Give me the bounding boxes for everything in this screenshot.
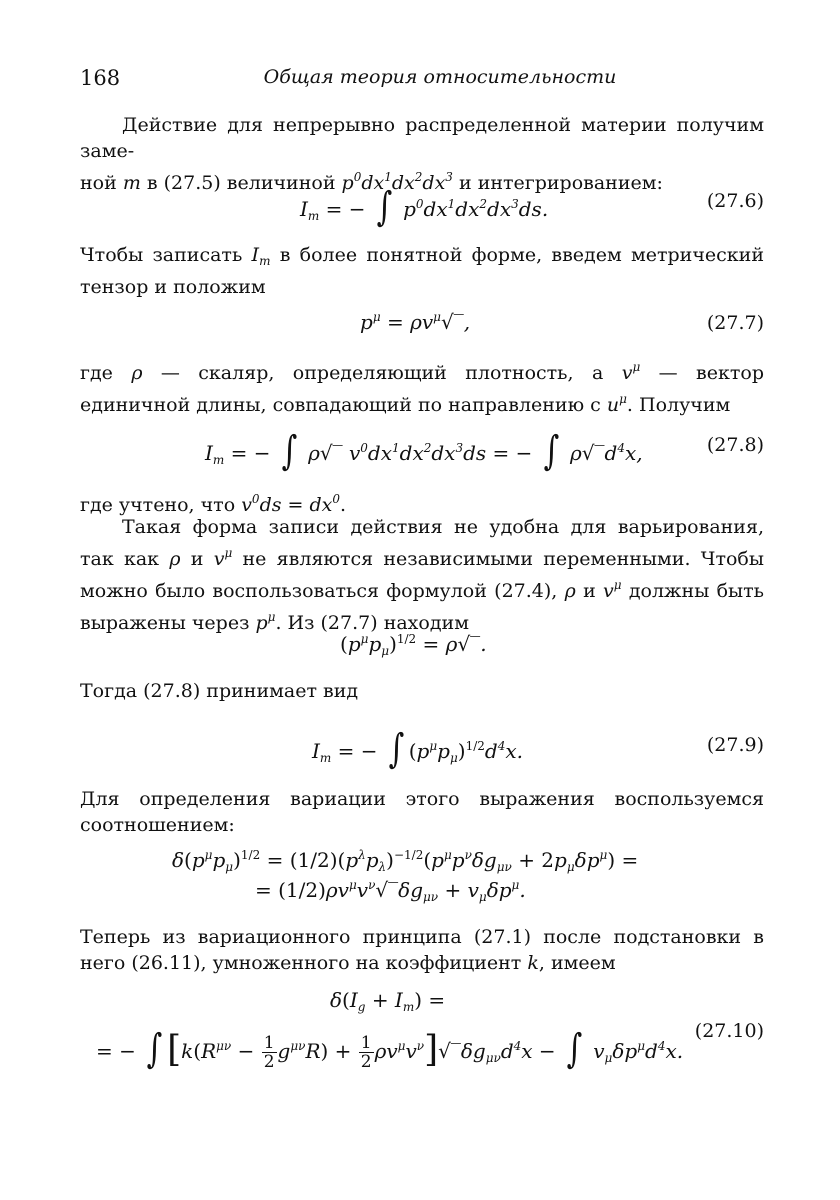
paragraph-2-text-b: в более понятной форме, введем метрический тензор и положим bbox=[80, 244, 764, 298]
equation-number-27-6: (27.6) bbox=[706, 190, 764, 212]
equation-number-27-10: (27.10) bbox=[694, 1020, 764, 1042]
paragraph-1-text-a: ной bbox=[80, 172, 117, 194]
paragraph-2: Чтобы записать $I_m$ в более понятной форме, введем метрический тензор и положим bbox=[80, 244, 764, 298]
paragraph-8: Теперь из вариационного принципа (27.1) после подстановки в него (26.11), умноженного на коэффициент k, имеем bbox=[80, 926, 764, 974]
equation-number-27-8: (27.8) bbox=[706, 434, 764, 456]
equation-unnumbered-1: $(p^\mu p_\mu)^{1/2}$ = ρ√‾. bbox=[340, 632, 487, 658]
paragraph-5-text-c: не являются независимыми переменными. Чтобы можно было воспользоваться формулой (27.4), bbox=[80, 548, 764, 602]
paragraph-4: где учтено, что $v^0ds = dx^0$. bbox=[80, 492, 347, 516]
paragraph-3-text-c: — вектор единичной длины, совпадающий по направлению с bbox=[80, 362, 764, 416]
equation-27-6: $I_m$ = − ∫ $p^0dx^1dx^2dx^3ds$. bbox=[300, 184, 549, 230]
equation-variation-line-1: $\delta(p^\mu p_\mu)^{1/2} = (1/2)(p^\lambda p_\lambda)^{-1/2}(p^\mu p^\nu\delta g_{\mu\nu} + 2p_\mu\delta p^\mu)$ = bbox=[172, 848, 639, 874]
equation-27-10-line-1: $\delta(I_g + I_m)$ = bbox=[330, 988, 446, 1014]
equation-variation-line-2: = $(1/2)\rho v^\mu v^\nu√‾\delta g_{\mu\nu} + v_\mu\delta p^\mu$. bbox=[255, 878, 526, 904]
paragraph-5-text-f: . Из (27.7) находим bbox=[275, 612, 469, 634]
page-number: 168 bbox=[80, 66, 121, 90]
equation-number-27-9: (27.9) bbox=[706, 734, 764, 756]
paragraph-3-text-d: . Получим bbox=[626, 394, 731, 416]
paragraph-8-text-b: , имеем bbox=[538, 952, 616, 974]
equation-27-7: $p^\mu$ = $\rho v^\mu√‾$, bbox=[360, 310, 471, 334]
paragraph-4-text: где учтено, что bbox=[80, 494, 236, 516]
paragraph-8-text-a: Теперь из вариационного принципа (27.1) после подстановки в него (26.11), умноженного на коэффициент bbox=[80, 926, 764, 974]
paragraph-2-text-a: Чтобы записать bbox=[80, 244, 243, 266]
paragraph-6: Тогда (27.8) принимает вид bbox=[80, 680, 359, 702]
equation-27-8: $I_m$ = − ∫ ρ√‾ $v^0dx^1dx^2dx^3ds$ = − ∫ $\rho√‾d^4x$, bbox=[205, 428, 643, 474]
running-title: Общая теория относительности bbox=[263, 66, 617, 88]
paragraph-1-text-c: и интегрированием: bbox=[458, 172, 663, 194]
paragraph-5-text-a: Такая форма записи действия не удобна для варьирования, так как bbox=[80, 516, 764, 570]
paragraph-5-text-e: должны быть выражены через bbox=[80, 580, 765, 634]
paragraph-3-text-a: где bbox=[80, 362, 113, 384]
paragraph-5-text-d: и bbox=[583, 580, 596, 602]
paragraph-5: Такая форма записи действия не удобна для варьирования, так как ρ и $v^\mu$ не являются независимыми переменными. Чтобы можно было воспользоваться формулой (27.4), ρ и $v^\mu$ должны быть выражены через $p^\mu$. Из (27.7) находим bbox=[80, 516, 765, 634]
equation-number-27-7: (27.7) bbox=[706, 312, 764, 334]
paragraph-7: Для определения вариации этого выражения воспользуемся соотношением: bbox=[80, 788, 764, 836]
paragraph-3: где ρ — скаляр, определяющий плотность, а $v^\mu$ — вектор единичной длины, совпадающий по направлению с $u^\mu$. Получим bbox=[80, 360, 764, 416]
paragraph-5-text-b: и bbox=[190, 548, 204, 570]
equation-27-9: $I_m$ = − ∫ $(p^\mu p_\mu)^{1/2}d^4x$. bbox=[312, 726, 524, 772]
paragraph-1: Действие для непрерывно распределенной материи получим заме- ной m в (27.5) величиной $p^0dx^1dx^2dx^3$ и интегрированием: bbox=[80, 114, 764, 194]
equation-27-10-line-2: = − ∫ [$k(R^{\mu\nu}$ − $\frac{1}{2}$ $g^{\mu\nu}R$) + $\frac{1}{2}$ $\rho v^\mu v^\nu]√‾\delta g_{\mu\nu}d^4x$ − ∫ $v_\mu\delta p^\mu d^4x$. bbox=[96, 1026, 684, 1072]
paragraph-3-text-b: — скаляр, определяющий плотность, а bbox=[160, 362, 604, 384]
paragraph-1-text-b: в (27.5) величиной bbox=[146, 172, 336, 194]
paragraph-1-text: Действие для непрерывно распределенной материи получим заме- bbox=[80, 114, 764, 162]
